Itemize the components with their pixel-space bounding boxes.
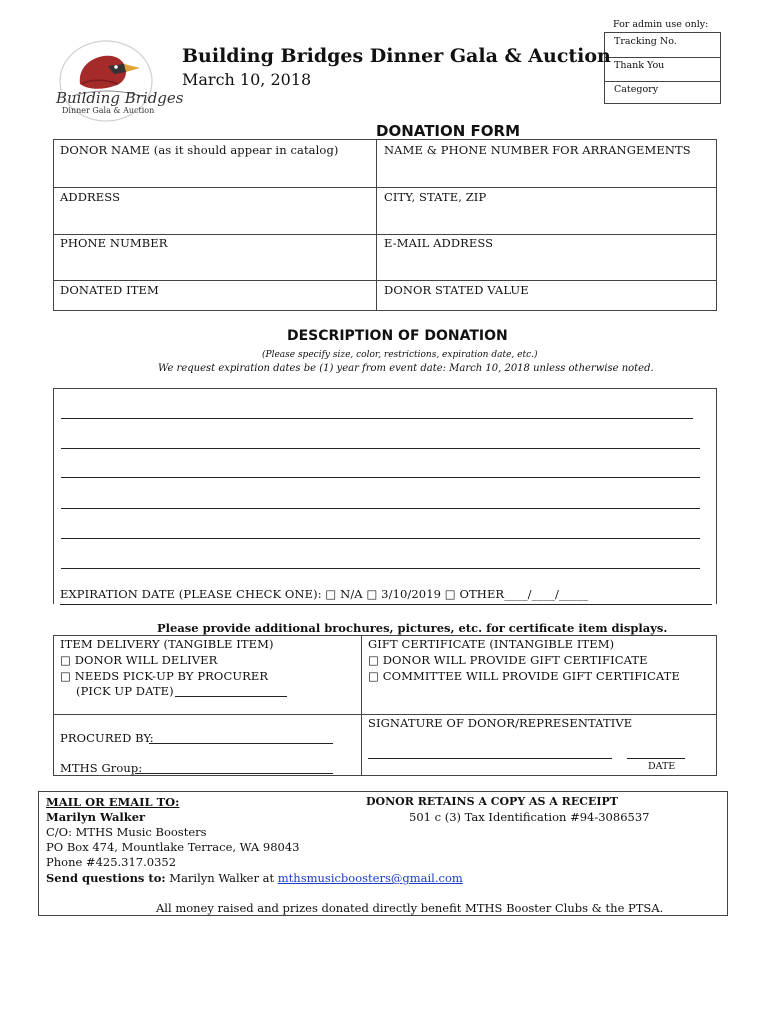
- city-state-zip-field[interactable]: CITY, STATE, ZIP: [384, 190, 487, 204]
- signature-field[interactable]: [368, 758, 612, 759]
- email-address-field[interactable]: E-MAIL ADDRESS: [384, 236, 494, 250]
- admin-tracking-label: Tracking No.: [614, 36, 677, 47]
- tax-id: 501 c (3) Tax Identification #94-3086537: [409, 810, 650, 824]
- gift-certificate-title: GIFT CERTIFICATE (INTANGIBLE ITEM): [368, 637, 615, 651]
- procured-by-label: PROCURED BY:: [60, 731, 154, 745]
- pickup-date-label: (PICK UP DATE): [76, 684, 174, 698]
- logo-text-main: Building Bridges: [56, 89, 184, 107]
- procured-by-field[interactable]: [149, 743, 333, 744]
- expiration-request-note: We request expiration dates be (1) year from event date: March 10, 2018 unless otherwise noted.: [158, 363, 654, 374]
- donor-stated-value-field[interactable]: DONOR STATED VALUE: [384, 283, 529, 297]
- donation-form-title: DONATION FORM: [376, 122, 521, 140]
- send-questions-label: Send questions to:: [46, 871, 166, 885]
- description-title: DESCRIPTION OF DONATION: [287, 328, 508, 344]
- mail-po-box: PO Box 474, Mountlake Terrace, WA 98043: [46, 840, 300, 854]
- signature-label: SIGNATURE OF DONOR/REPRESENTATIVE: [368, 716, 633, 730]
- committee-provides-certificate-checkbox[interactable]: □ COMMITTEE WILL PROVIDE GIFT CERTIFICATE: [368, 669, 680, 683]
- needs-pickup-checkbox[interactable]: □ NEEDS PICK-UP BY PROCURER: [60, 669, 269, 683]
- mths-group-label: MTHS Group:: [60, 761, 143, 775]
- donor-info-table: [53, 139, 717, 311]
- expiration-date-options[interactable]: EXPIRATION DATE (PLEASE CHECK ONE): □ N/A □ 3/10/2019 □ OTHER____/____/_____: [60, 587, 589, 601]
- receipt-heading: DONOR RETAINS A COPY AS A RECEIPT: [366, 795, 618, 808]
- address-field[interactable]: ADDRESS: [60, 190, 121, 204]
- event-title: Building Bridges Dinner Gala & Auction: [182, 45, 611, 67]
- mail-heading: MAIL OR EMAIL TO:: [46, 795, 180, 809]
- admin-box: [604, 32, 721, 104]
- donated-item-field[interactable]: DONATED ITEM: [60, 283, 159, 297]
- building-bridges-logo: [52, 38, 184, 128]
- event-date: March 10, 2018: [182, 70, 312, 89]
- admin-heading: For admin use only:: [613, 19, 709, 30]
- donor-provides-certificate-checkbox[interactable]: □ DONOR WILL PROVIDE GIFT CERTIFICATE: [368, 653, 648, 667]
- mail-info-box: [38, 791, 728, 916]
- mail-co-line: C/O: MTHS Music Boosters: [46, 825, 207, 839]
- mail-phone: Phone #425.317.0352: [46, 855, 177, 869]
- signature-date-field[interactable]: [627, 758, 685, 759]
- contact-email-link[interactable]: mthsmusicboosters@gmail.com: [277, 871, 463, 885]
- send-questions-line: [46, 871, 463, 885]
- description-box[interactable]: [53, 388, 717, 604]
- send-questions-name: Marilyn Walker at: [169, 871, 275, 885]
- admin-thankyou-label: Thank You: [614, 60, 665, 71]
- description-note: (Please specify size, color, restrictions, expiration date, etc.): [262, 350, 538, 360]
- brochures-note: Please provide additional brochures, pictures, etc. for certificate item displays.: [157, 621, 668, 635]
- arrangements-contact-field[interactable]: NAME & PHONE NUMBER FOR ARRANGEMENTS: [384, 143, 691, 157]
- delivery-gift-box: [53, 635, 717, 776]
- mths-group-field[interactable]: [135, 773, 333, 774]
- donor-name-field[interactable]: DONOR NAME (as it should appear in catalog): [60, 143, 339, 157]
- footer-note: All money raised and prizes donated directly benefit MTHS Booster Clubs & the PTSA.: [156, 901, 664, 915]
- phone-number-field[interactable]: PHONE NUMBER: [60, 236, 168, 250]
- admin-category-label: Category: [614, 84, 659, 95]
- mail-recipient-name: Marilyn Walker: [46, 810, 146, 824]
- pickup-date-field[interactable]: [175, 696, 287, 697]
- donor-will-deliver-checkbox[interactable]: □ DONOR WILL DELIVER: [60, 653, 218, 667]
- signature-date-label: DATE: [648, 761, 676, 772]
- delivery-title: ITEM DELIVERY (TANGIBLE ITEM): [60, 637, 274, 651]
- logo-text-sub: Dinner Gala & Auction: [62, 106, 155, 115]
